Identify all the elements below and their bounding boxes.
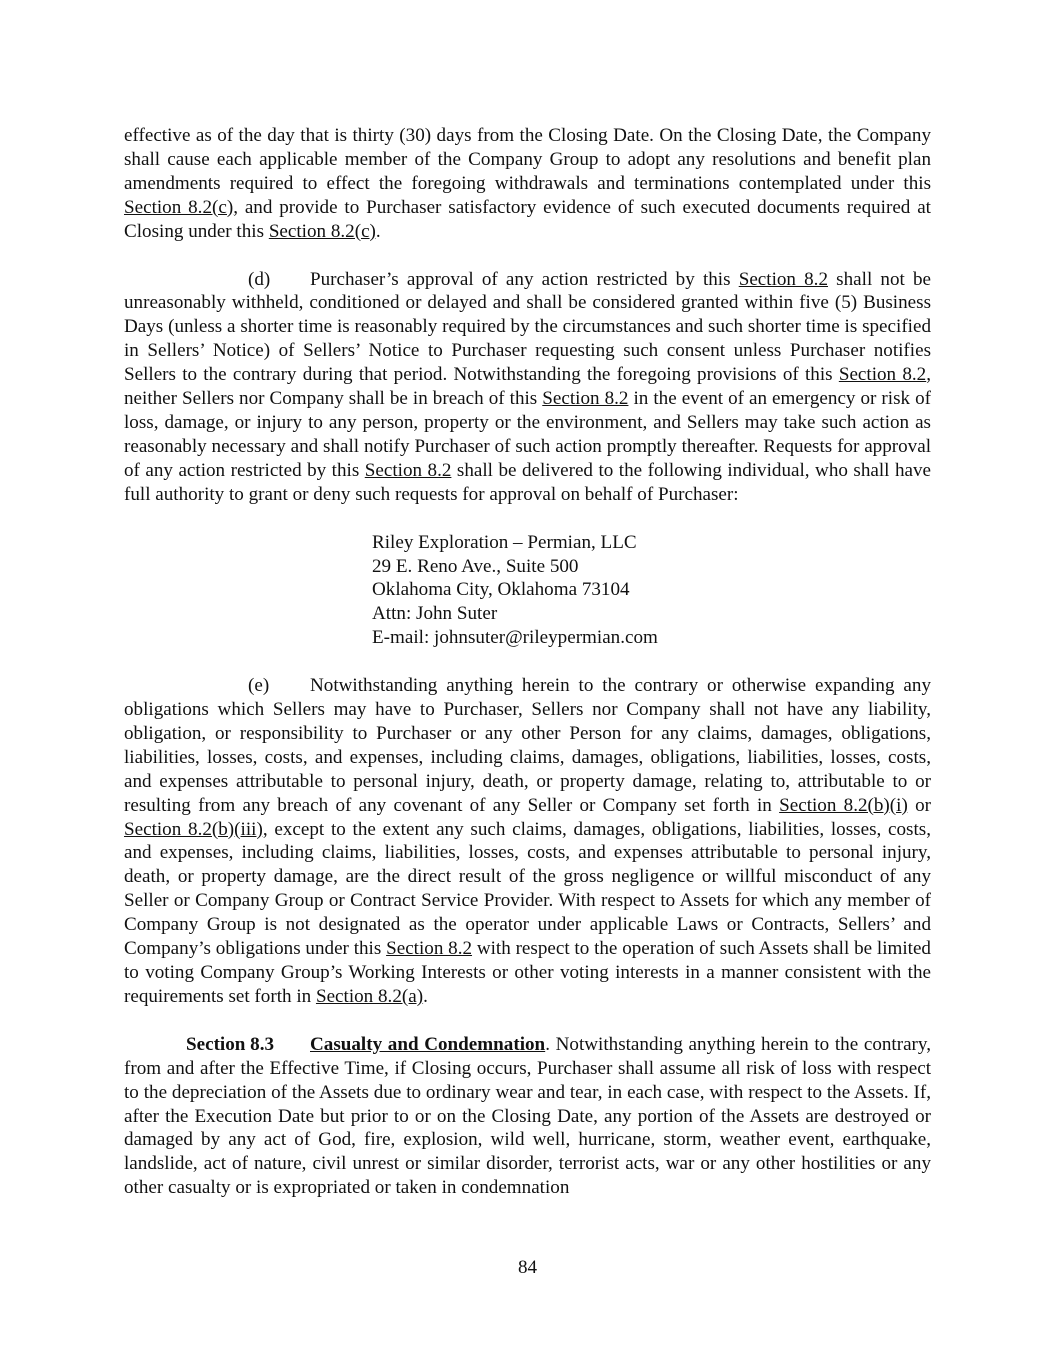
section-reference[interactable]: Section 8.2: [364, 459, 452, 481]
text-run: Notwithstanding anything herein to the contrary or otherwise expanding any obligations which Sellers may have to Purchaser, Sellers nor Company shall not have any liability, obligation, or responsibility to Purchaser or any other Person for any claims, damages, obligations, liabilities, losses, costs, and expenses, including claims, damages, obligations, liabilities, losses, costs, and expenses attributable to personal injury, death, or property damage, relating to, attributable to or resulting from any breach of any covenant of any Seller or Company set forth in: [124, 675, 931, 816]
section-reference[interactable]: Section 8.2(b)(iii): [124, 818, 263, 840]
section-reference[interactable]: Section 8.2(a): [315, 985, 424, 1007]
paragraph-e: [124, 674, 931, 1009]
address-city: Oklahoma City, Oklahoma 73104: [372, 579, 630, 601]
text-run: .: [375, 220, 381, 242]
page-number: 84: [517, 1257, 538, 1278]
text-run: in the event of an emergency or risk of loss, damage, or injury to any person, property or the environment, and Sellers may take such action as reasonably necessary and shall notify Purchaser of such action promptly thereafter. Requests for approval of any action restricted by this: [124, 388, 931, 481]
section-reference[interactable]: Section 8.2: [838, 364, 927, 386]
text-run: Purchaser’s approval of any action restricted by this: [310, 268, 739, 290]
section-title: Casualty and Condemnation: [310, 1033, 546, 1055]
section-reference[interactable]: Section 8.2: [386, 938, 473, 960]
document-body: [124, 124, 931, 1200]
address-street: 29 E. Reno Ave., Suite 500: [372, 555, 579, 577]
text-run: effective as of the day that is thirty (30) days from the Closing Date. On the Closing Date, the Company shall cause each applicable member of the Company Group to adopt any resolutions and benefit plan amendments required to effect the foregoing withdrawals and terminations contemplated under this: [124, 125, 931, 194]
section-number: Section 8.3: [186, 1033, 275, 1055]
section-reference[interactable]: Section 8.2: [542, 388, 629, 410]
section-reference[interactable]: Section 8.2: [738, 268, 829, 290]
text-run: with respect to the operation of such Assets shall be limited to voting Company Group’s Working Interests or other voting interests in a manner consistent with the requirements set forth in: [124, 938, 931, 1007]
text-run: or: [907, 794, 932, 816]
notice-address-block: [372, 531, 931, 651]
paragraph-label: (d): [248, 268, 271, 290]
paragraph-label: (e): [248, 675, 270, 697]
address-attention: Attn: John Suter: [372, 603, 498, 625]
text-run: . Notwithstanding anything herein to the contrary, from and after the Effective Time, if Closing occurs, Purchaser shall assume all risk of loss with respect to the depreciation of the Assets due to ordinary wear and tear, in each case, with respect to the Assets. If, after the Execution Date but prior to or on the Closing Date, any portion of the Assets are destroyed or damaged by any act of God, fire, explosion, wild well, hurricane, storm, weather event, earthquake, landslide, act of nature, civil unrest or similar disorder, terrorist acts, war or any other hostilities or any other casualty or is expropriated or taken in condemnation: [124, 1033, 931, 1199]
address-email: E-mail: johnsuter@rileypermian.com: [372, 627, 658, 649]
text-run: shall be delivered to the following individual, who shall have full authority to grant or deny such requests for approval on behalf of Purchaser:: [124, 459, 932, 505]
text-run: , and provide to Purchaser satisfactory evidence of such executed documents required at Closing under this: [124, 196, 931, 242]
section-reference[interactable]: Section 8.2(c): [268, 220, 376, 242]
address-company: Riley Exploration – Permian, LLC: [372, 531, 637, 553]
section-reference[interactable]: Section 8.2(c): [124, 196, 234, 218]
text-run: .: [423, 985, 428, 1007]
text-run: , except to the extent any such claims, damages, obligations, liabilities, losses, costs, and expenses, including claims, liabilities, losses, costs, and expenses attributable to personal injury, death, or property damage, are the direct result of the gross negligence or willful misconduct of any Seller or Company Group or Contract Service Provider. With respect to Assets for which any member of Company Group is not designated as the operator under applicable Laws or Contracts, Sellers’ and Company’s obligations under this: [124, 818, 931, 960]
paragraph-c-continuation: [124, 124, 931, 244]
paragraph-d: [124, 268, 931, 507]
section-8-3-paragraph: [124, 1033, 931, 1200]
text-run: shall not be unreasonably withheld, conditioned or delayed and shall be considered granted within five (5) Business Days (unless a shorter time is reasonably required by the circumstances and such shorter time is specified in Sellers’ Notice) of Sellers’ Notice to Purchaser requesting such consent unless Purchaser notifies Sellers to the contrary during that period. Notwithstanding the foregoing provisions of this: [124, 268, 931, 386]
text-run: , neither Sellers nor Company shall be in breach of this: [124, 364, 931, 410]
section-reference[interactable]: Section 8.2(b)(i): [779, 794, 908, 816]
